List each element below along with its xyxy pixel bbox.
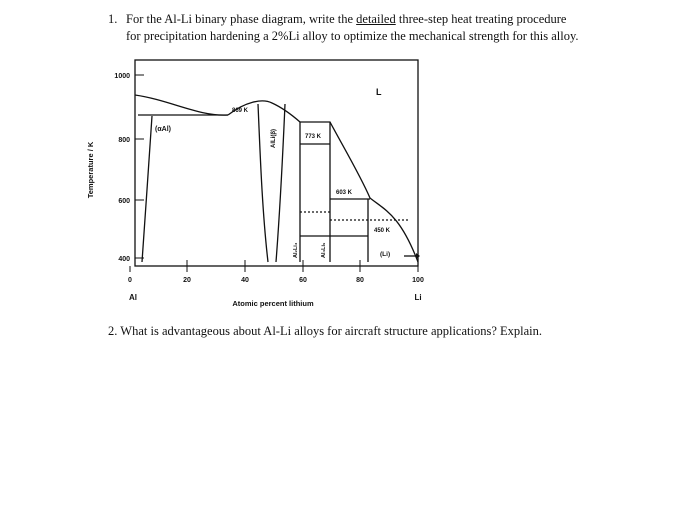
beta-right-boundary <box>276 104 285 262</box>
question-2 <box>108 323 668 340</box>
x-tick-80: 80 <box>356 277 364 284</box>
question-1-line-2: for precipitation hardening a 2%Li alloy to optimize the mechanical strength for this alloy. <box>126 29 579 43</box>
beta-left-boundary <box>258 104 268 262</box>
label-li-solid: (Li) <box>380 251 391 258</box>
question-1-number: 1. <box>108 12 118 26</box>
y-tick-1000: 1000 <box>114 73 130 80</box>
question-1-text-after: three-step heat treating procedure <box>395 12 567 26</box>
x-tick-20: 20 <box>183 277 191 284</box>
x-tick-100: 100 <box>412 277 424 284</box>
y-axis-ticks <box>135 75 144 258</box>
x-left-element: Al <box>129 293 137 302</box>
x-right-element: Li <box>414 293 422 302</box>
question-2-text: What is advantageous about Al-Li alloys for aircraft structure applications? Explain. <box>120 324 543 338</box>
x-axis-label: Atomic percent lithium <box>232 299 314 308</box>
liquidus-right <box>300 122 418 262</box>
label-alpha-al: (αAl) <box>155 126 171 133</box>
x-tick-60: 60 <box>299 277 307 284</box>
alpha-solvus <box>142 116 152 262</box>
liquidus-left <box>135 95 228 115</box>
label-al4li9: Al₄Li₉ <box>321 242 327 258</box>
region-labels <box>155 87 391 258</box>
y-tick-800: 800 <box>118 137 130 144</box>
x-tick-0: 0 <box>128 277 132 284</box>
label-603k: 603 K <box>336 190 353 196</box>
label-alli-beta: AlLi(β) <box>271 129 277 148</box>
label-869k: 869 K <box>232 108 249 114</box>
label-liquid: L <box>376 87 382 97</box>
x-tick-labels <box>128 277 424 284</box>
label-al2li3: Al₂Li₃ <box>293 242 299 258</box>
label-450k: 450 K <box>374 228 391 234</box>
question-1-text-before: For the Al-Li binary phase diagram, write the <box>126 12 357 26</box>
y-tick-labels <box>114 73 130 263</box>
y-axis-label: Temperature / K <box>86 141 95 199</box>
question-2-number: 2. <box>108 324 118 338</box>
label-773k: 773 K <box>305 134 322 140</box>
x-tick-40: 40 <box>241 277 249 284</box>
question-1-underlined-word: detailed <box>356 12 396 26</box>
y-tick-400: 400 <box>118 256 130 263</box>
y-tick-600: 600 <box>118 198 130 205</box>
